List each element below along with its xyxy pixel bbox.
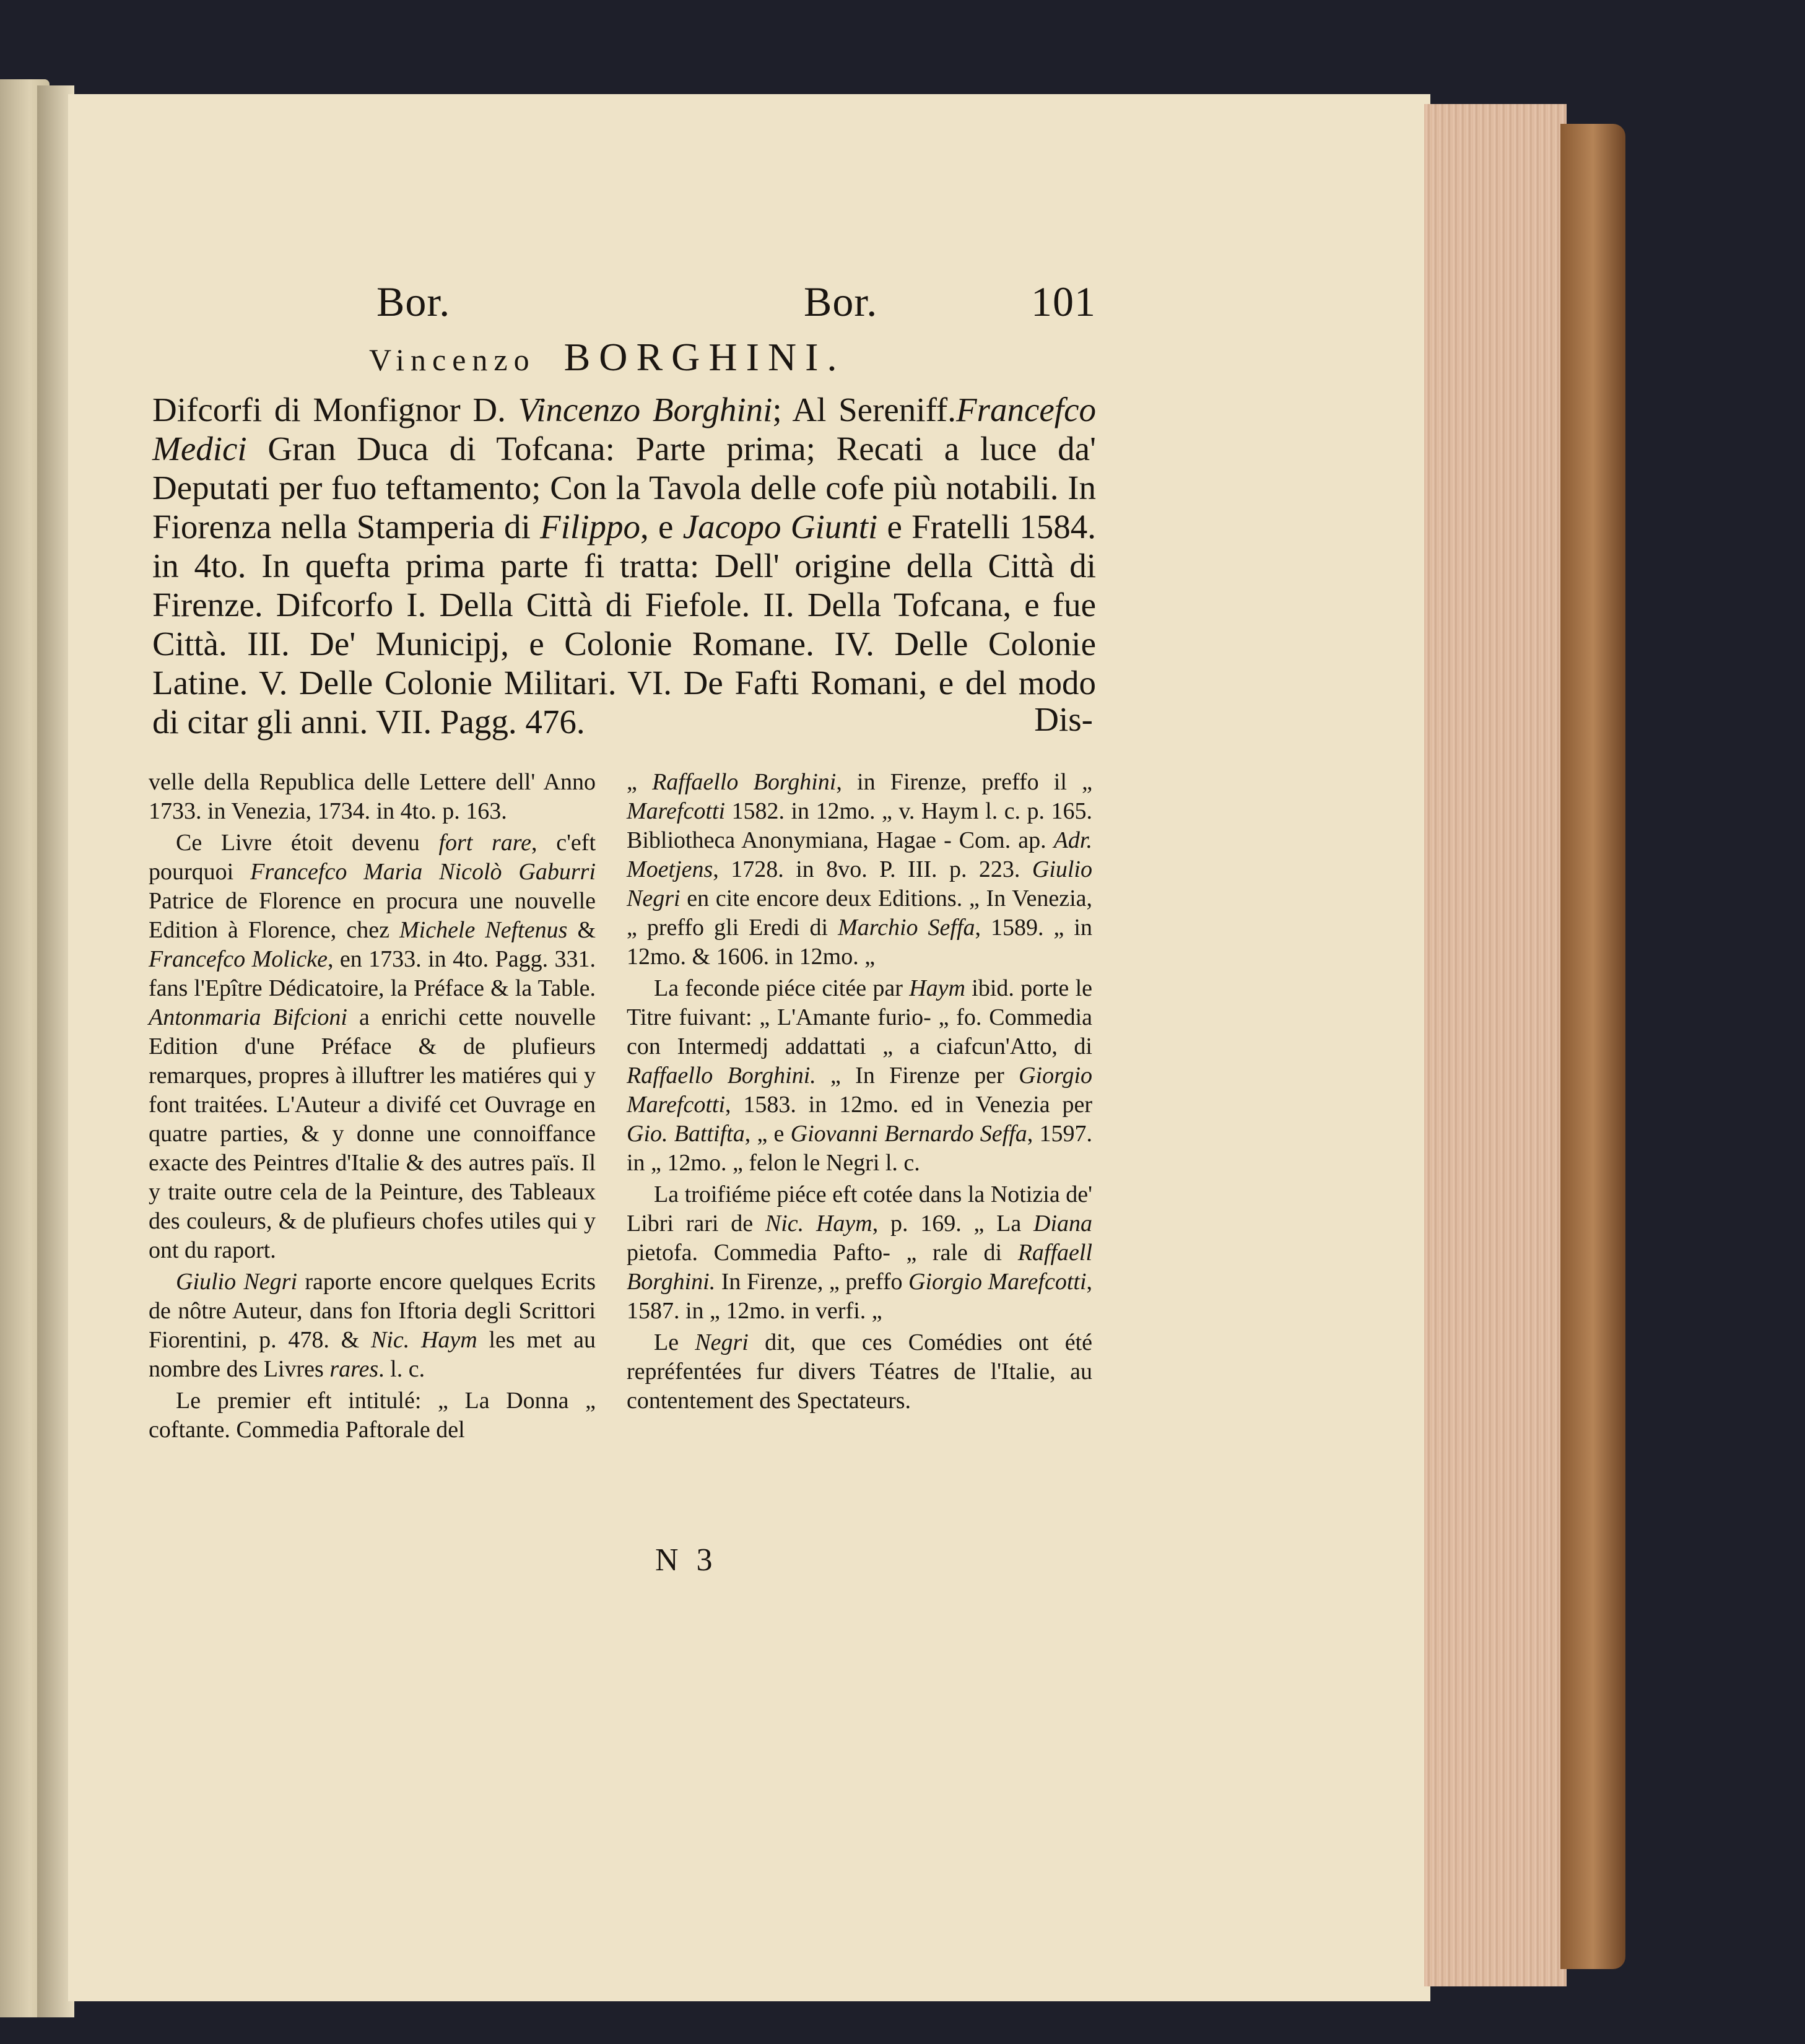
page-number: 101 — [1031, 278, 1096, 325]
text: „ In Firenze per — [830, 1063, 1004, 1089]
text: Gio. Battifta — [627, 1121, 745, 1147]
paragraph — [149, 1268, 596, 1384]
text: . l. c. — [378, 1356, 425, 1382]
title-first-name: Vincenzo — [369, 342, 536, 377]
text: , p. 169. „ La — [872, 1211, 1022, 1237]
paragraph — [627, 1180, 1092, 1326]
entry-dedicatee: Francefco Medici — [152, 391, 1096, 468]
text: dit, que ces Comédies ont été repréfentées fur divers Téatres de l'Italie, au contentement des Spectateurs. — [627, 1329, 1092, 1414]
text: La troifiéme piéce eft cotée dans la Notizia de' Libri rari de — [627, 1181, 1092, 1237]
text: Nic. Haym — [370, 1327, 477, 1353]
text: rares — [329, 1356, 379, 1382]
text: en cite encore deux Editions. „ In Venezia, „ preffo gli Eredi di — [627, 885, 1093, 941]
text: Le premier eft intitulé: „ La Donna „ coftante. Commedia Paftorale del — [149, 1388, 596, 1443]
text: a enrichi cette nouvelle Edition d'une Préface & de plufieurs remarques, propres à illuftrer les matiéres qui y font traitées. L'Auteur a divifé cet Ouvrage en quatre parties, & y donne une connoiffance exacte des Peintres d'Italie & des autres païs. Il y traite outre cela de la Peinture, des Tableaux des couleurs, & de plufieurs chofes utiles qui y ont du raport. — [149, 1004, 596, 1263]
text: , „ e — [744, 1121, 785, 1147]
text: ibid. porte le Titre fuivant: „ L'Amante furio- „ fo. Commedia con Intermedj addattati „ a ciafcun'Atto, di — [627, 975, 1092, 1059]
entry-text: ; Al Sereniff. — [772, 391, 956, 428]
text: , 1728. in 8vo. P. III. p. 223. — [713, 856, 1020, 882]
text: Raffaello Borghini — [652, 769, 837, 795]
entry-author: Vincenzo Borghini — [518, 391, 773, 428]
right-column — [627, 768, 1092, 1418]
text: In Firenze, „ preffo — [721, 1269, 903, 1295]
page-block-edge — [1424, 104, 1567, 1986]
text: Giulio Negri — [176, 1269, 298, 1295]
running-head-left: Bor. — [376, 278, 451, 325]
text: Diana — [1033, 1211, 1093, 1237]
text: & — [577, 917, 596, 943]
text: Antonmaria Bifcioni — [149, 1004, 347, 1030]
text: velle della Republica delle Lettere dell' Anno 1733. in Venezia, 1734. in 4to. p. 163. — [149, 769, 596, 824]
signature-mark: N 3 — [655, 1542, 718, 1578]
text: Le — [654, 1329, 679, 1355]
text: Marefcotti — [627, 798, 725, 824]
text: , 1597. in „ 12mo. „ felon le Negri l. c. — [627, 1121, 1093, 1176]
text: Nic. Haym — [765, 1211, 872, 1237]
book-cover — [1560, 124, 1625, 1969]
paragraph — [149, 768, 596, 826]
paragraph — [627, 974, 1092, 1178]
text: Raffaello Borghini. — [627, 1063, 816, 1089]
text: , 1583. in 12mo. ed in Venezia per — [725, 1092, 1092, 1118]
text: Michele Neftenus — [399, 917, 568, 943]
text: Giulio Negri — [627, 856, 1092, 911]
text: , en 1733. in 4to. Pagg. 331. fans l'Epître Dédicatoire, la Préface & la Table. — [149, 946, 596, 1001]
text: les met au nombre des Livres — [149, 1327, 596, 1382]
paragraph — [627, 1328, 1092, 1416]
bibliographic-entry — [152, 390, 1097, 741]
text: Raffaell Borghini. — [627, 1240, 1092, 1295]
text: Patrice de Florence en procura une nouvelle Edition à Florence, chez — [149, 888, 596, 943]
text: „ — [627, 769, 637, 795]
paragraph — [149, 1386, 596, 1445]
left-column — [149, 768, 596, 1447]
entry-text: Difcorfi di Monfignor D. — [152, 391, 506, 428]
text: Giorgio Marefcotti — [908, 1269, 1087, 1295]
text: , 1589. „ in 12mo. & 1606. in 12mo. „ — [627, 915, 1092, 970]
text: La feconde piéce citée par — [654, 975, 903, 1001]
text: Francefco Molicke — [149, 946, 328, 972]
text: pietofa. Commedia Pafto- „ rale di — [627, 1240, 1003, 1266]
text: raporte encore quelques Ecrits de nôtre Auteur, dans fon Iftoria degli Scrittori Fiorentini, p. 478. & — [149, 1269, 596, 1353]
text: 1582. in 12mo. „ v. Haym l. c. p. 165. Bibliotheca Anonymiana, Hagae - Com. ap. — [627, 798, 1092, 853]
text: Giovanni Bernardo Seffa — [790, 1121, 1027, 1147]
catchword: Dis- — [1034, 700, 1093, 738]
running-head-center: Bor. — [804, 278, 878, 325]
text: Giorgio Marefcotti — [627, 1063, 1093, 1118]
paragraph — [627, 768, 1092, 972]
text: Haym — [909, 975, 965, 1001]
text: , 1587. in „ 12mo. in verfi. „ — [627, 1269, 1093, 1324]
paragraph — [149, 828, 596, 1265]
entry-text: e Fratelli 1584. in 4to. In quefta prima parte fi tratta: Dell' origine della Città di Firenze. Difcorfo I. Della Città di Fiefole. II. Della Tofcana, e fue Città. III. De' Municipj, e Colonie Romane. IV. Delle Colonie Latine. V. Delle Colonie Militari. VI. De Fafti Romani, e del modo di citar gli anni. VII. Pagg. 476. — [152, 508, 1097, 741]
entry-title — [369, 334, 1112, 390]
text: Negri — [695, 1329, 749, 1355]
entry-printer: Filippo — [540, 508, 640, 546]
text: , in Firenze, preffo il „ — [836, 769, 1093, 795]
text: , c'eft pourquoi — [149, 830, 596, 885]
entry-text: Gran Duca di Tofcana: Parte prima; Recati a luce da' Deputati per fuo teftamento; Con la Tavola delle cofe più notabili. In Fiorenza nella Stamperia di — [152, 430, 1096, 546]
text: Marchio Seffa — [838, 915, 975, 941]
text: fort rare — [438, 830, 532, 856]
text: Adr. Moetjens — [627, 827, 1092, 882]
entry-text: , e — [640, 508, 674, 546]
entry-printer: Jacopo Giunti — [682, 508, 878, 546]
text: Ce Livre étoit devenu — [176, 830, 420, 856]
text: Francefco Maria Nicolò Gaburri — [250, 859, 596, 885]
title-surname: BORGHINI. — [563, 335, 846, 379]
